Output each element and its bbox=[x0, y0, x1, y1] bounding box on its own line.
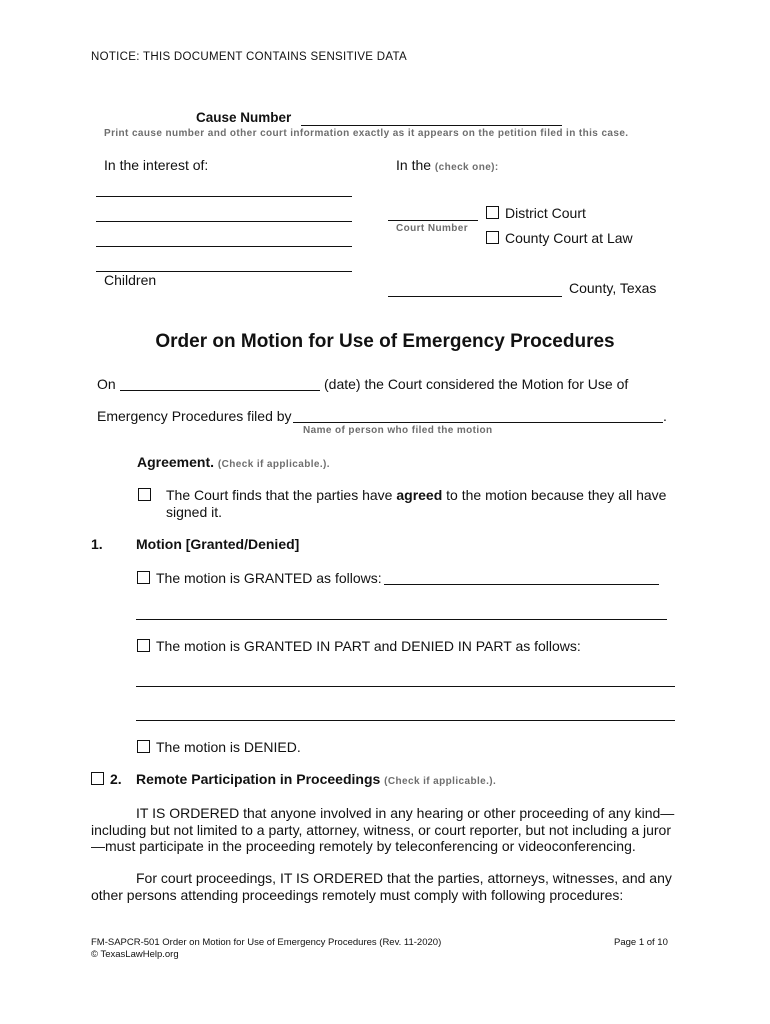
footer-page-number: Page 1 of 10 bbox=[614, 937, 668, 948]
filed-by-prefix: Emergency Procedures filed by bbox=[97, 408, 292, 424]
section-1-heading: Motion [Granted/Denied] bbox=[136, 536, 300, 552]
district-court-label: District Court bbox=[505, 205, 586, 221]
section-2-checkbox[interactable] bbox=[91, 772, 104, 785]
footer-site: © TexasLawHelp.org bbox=[91, 949, 179, 960]
filed-by-field[interactable] bbox=[293, 422, 663, 423]
filed-by-period: . bbox=[663, 408, 667, 424]
county-court-checkbox[interactable] bbox=[486, 231, 499, 244]
child-name-field-2[interactable] bbox=[96, 221, 352, 222]
granted-in-part-label: The motion is GRANTED IN PART and DENIED IN PART as follows: bbox=[156, 638, 581, 654]
document-title: Order on Motion for Use of Emergency Procedures bbox=[155, 331, 615, 352]
section-2-number: 2. bbox=[110, 771, 122, 787]
footer-form-id: FM-SAPCR-501 Order on Motion for Use of Emergency Procedures (Rev. 11-2020) bbox=[91, 937, 442, 948]
granted-in-part-checkbox[interactable] bbox=[137, 639, 150, 652]
granted-field-1[interactable] bbox=[384, 584, 659, 585]
court-number-label: Court Number bbox=[396, 223, 469, 234]
date-prefix: On bbox=[97, 376, 116, 392]
granted-field-2[interactable] bbox=[136, 619, 667, 620]
granted-in-part-field-2[interactable] bbox=[136, 720, 675, 721]
cause-number-field[interactable] bbox=[301, 125, 562, 126]
county-court-label: County Court at Law bbox=[505, 230, 633, 246]
court-number-field[interactable] bbox=[388, 220, 478, 221]
remote-paragraph-2: For court proceedings, IT IS ORDERED that the parties, attorneys, witnesses, and any other persons attending proceedings remotely must comply with following procedures: bbox=[91, 870, 672, 903]
child-name-field-3[interactable] bbox=[96, 246, 352, 247]
denied-checkbox[interactable] bbox=[137, 740, 150, 753]
agreement-text-line2: signed it. bbox=[166, 504, 223, 520]
interest-label: In the interest of: bbox=[104, 157, 209, 173]
in-the-label: In the (check one): bbox=[396, 157, 499, 173]
agreement-text: The Court finds that the parties have agreed to the motion because they all have bbox=[166, 487, 667, 503]
agreement-heading: Agreement. (Check if applicable.). bbox=[137, 454, 330, 470]
agreement-checkbox[interactable] bbox=[138, 488, 151, 501]
date-field[interactable] bbox=[120, 390, 320, 391]
section-2-heading: Remote Participation in Proceedings (Check if applicable.). bbox=[136, 771, 497, 787]
county-name-field[interactable] bbox=[388, 296, 562, 297]
filed-by-caption: Name of person who filed the motion bbox=[303, 425, 493, 436]
district-court-checkbox[interactable] bbox=[486, 206, 499, 219]
remote-paragraph-1: IT IS ORDERED that anyone involved in any hearing or other proceeding of any kind—including but not limited to a party, attorney, witness, or court reporter, but not including a juror—must participate in the proceeding remotely by teleconferencing or videoconferencing. bbox=[91, 805, 675, 854]
county-texas-label: County, Texas bbox=[569, 280, 657, 296]
child-name-field-1[interactable] bbox=[96, 196, 352, 197]
granted-label: The motion is GRANTED as follows: bbox=[156, 570, 382, 586]
cause-number-label: Cause Number bbox=[196, 110, 292, 125]
granted-in-part-field-1[interactable] bbox=[136, 686, 675, 687]
sensitive-notice: NOTICE: THIS DOCUMENT CONTAINS SENSITIVE DATA bbox=[91, 51, 407, 63]
children-label: Children bbox=[104, 272, 157, 288]
date-suffix: (date) the Court considered the Motion for Use of bbox=[324, 376, 629, 392]
cause-instruction: Print cause number and other court information exactly as it appears on the petition filed in this case. bbox=[104, 128, 629, 139]
section-1-number: 1. bbox=[91, 536, 103, 552]
granted-checkbox[interactable] bbox=[137, 571, 150, 584]
denied-label: The motion is DENIED. bbox=[156, 739, 301, 755]
